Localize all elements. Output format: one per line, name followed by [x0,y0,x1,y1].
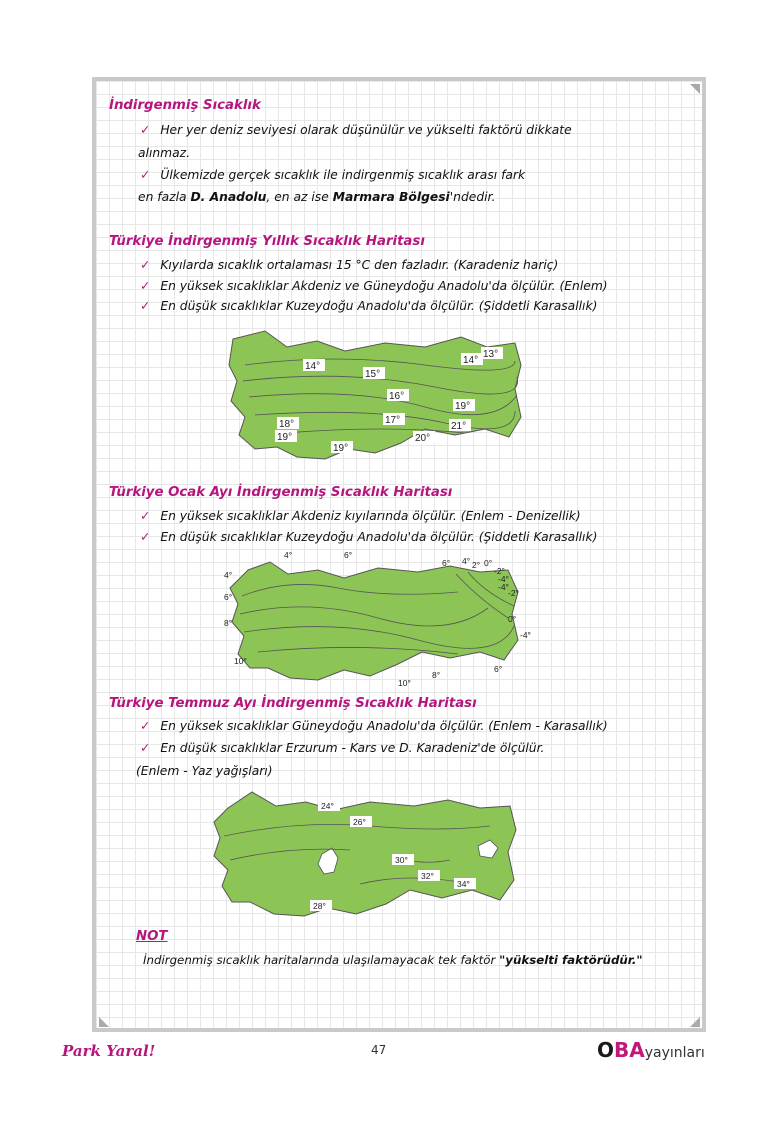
map-label: 6° [494,664,503,674]
map-ocak [218,548,538,688]
bullet-text: En düşük sıcaklıklar Kuzeydoğu Anadolu'da ölçülür. (Şiddetli Karasallık) [160,299,598,313]
note-title: NOT [136,929,168,944]
map-label: 13° [483,349,499,360]
map-label: 6° [344,550,353,560]
map-label: 20° [415,433,431,444]
footer-brand: Park Yaral! [62,1042,156,1060]
bullet-text: Kıyılarda sıcaklık ortalaması 15 °C den fazladır. (Karadeniz hariç) [160,258,559,272]
text-part: , en az ise [266,190,333,204]
bullet [140,741,544,755]
map-label: -4° [520,630,531,640]
map-label: 8° [224,618,233,628]
map-label: 14° [305,361,321,372]
map-label: 19° [277,432,293,443]
bullet-text: Ülkemizde gerçek sıcaklık ile indirgenmiş sıcaklık arası fark [160,168,526,182]
map-label: 4° [224,570,233,580]
oba-logo [597,1038,705,1062]
check-icon: ✓ [140,719,151,733]
page-number: 47 [371,1043,387,1057]
bullet-continuation: alınmaz. [138,146,191,160]
check-icon: ✓ [140,741,151,755]
section-title-ocak: Türkiye Ocak Ayı İndirgenmiş Sıcaklık Haritası [109,485,453,500]
map-label: 19° [333,443,349,454]
bullet [140,123,572,137]
logo-o: O [597,1038,615,1062]
section-title-indirgenmis: İndirgenmiş Sıcaklık [109,98,261,113]
map-label: 4° [462,556,471,566]
map-label: -2° [508,588,519,598]
bullet-text: Her yer deniz seviyesi olarak düşünülür ve yükselti faktörü dikkate [160,123,572,137]
map-label: 19° [455,401,471,412]
map-label: -2° [494,566,505,576]
map-label: 28° [313,901,326,911]
map-label: 34° [457,879,470,889]
map-label: 18° [279,419,295,430]
text-part: en fazla [138,190,191,204]
section-title-yillik: Türkiye İndirgenmiş Yıllık Sıcaklık Haritası [109,234,425,249]
bullet [140,258,558,272]
text-part: 'ndedir. [449,190,496,204]
logo-ba: BA [614,1038,645,1062]
corner-ornament [690,1017,700,1027]
bold-text: Marmara Bölgesi [332,190,450,204]
bullet-text: En düşük sıcaklıklar Erzurum - Kars ve D. Karadeniz'de ölçülür. [160,741,545,755]
map-label: 26° [353,817,366,827]
check-icon: ✓ [140,530,151,544]
bold-text: D. Anadolu [190,190,267,204]
map-label: 10° [398,678,411,688]
map-label: 0° [508,614,517,624]
map-temmuz [210,786,520,921]
bullet [140,279,608,293]
map-label: -4° [498,574,509,584]
check-icon: ✓ [140,258,151,272]
map-label: 8° [432,670,441,680]
map-label: -4° [498,582,509,592]
map-label: 0° [484,558,493,568]
section-title-temmuz: Türkiye Temmuz Ayı İndirgenmiş Sıcaklık Haritası [109,696,477,711]
check-icon: ✓ [140,123,151,137]
bullet-continuation: (Enlem - Yaz yağışları) [136,764,273,778]
bullet [140,719,608,733]
bullet [140,509,581,523]
bullet [140,530,597,544]
note-text [143,953,643,967]
map-yillik [225,325,525,465]
check-icon: ✓ [140,299,151,313]
map-label: 4° [284,550,293,560]
map-label: 6° [224,592,233,602]
check-icon: ✓ [140,509,151,523]
bullet-text: En düşük sıcaklıklar Kuzeydoğu Anadolu'da ölçülür. (Şiddetli Karasallık) [160,530,598,544]
check-icon: ✓ [140,279,151,293]
map-label: 14° [463,355,479,366]
map-label: 21° [451,421,467,432]
note-text-part: İndirgenmiş sıcaklık haritalarında ulaşılamayacak tek faktör [143,953,500,967]
bullet-text: En yüksek sıcaklıklar Akdeniz kıyılarında ölçülür. (Enlem - Denizellik) [160,509,581,523]
bullet [140,299,597,313]
map-label: 2° [472,560,481,570]
corner-ornament [690,84,700,94]
map-label: 10° [234,656,247,666]
map-label: 6° [442,558,451,568]
map-label: 17° [385,415,401,426]
check-icon: ✓ [140,168,151,182]
bullet [140,168,525,182]
bullet-text: En yüksek sıcaklıklar Akdeniz ve Güneydoğu Anadolu'da ölçülür. (Enlem) [160,279,608,293]
map-label: 15° [365,369,381,380]
bullet-continuation [138,190,495,204]
map-label: 16° [389,391,405,402]
bullet-text: En yüksek sıcaklıklar Güneydoğu Anadolu'da ölçülür. (Enlem - Karasallık) [160,719,608,733]
map-label: 32° [421,871,434,881]
note-bold-text: "yükselti faktörüdür." [499,953,643,967]
map-label: 30° [395,855,408,865]
logo-text: yayınları [644,1045,705,1061]
map-label: 24° [321,801,334,811]
corner-ornament [99,1017,109,1027]
